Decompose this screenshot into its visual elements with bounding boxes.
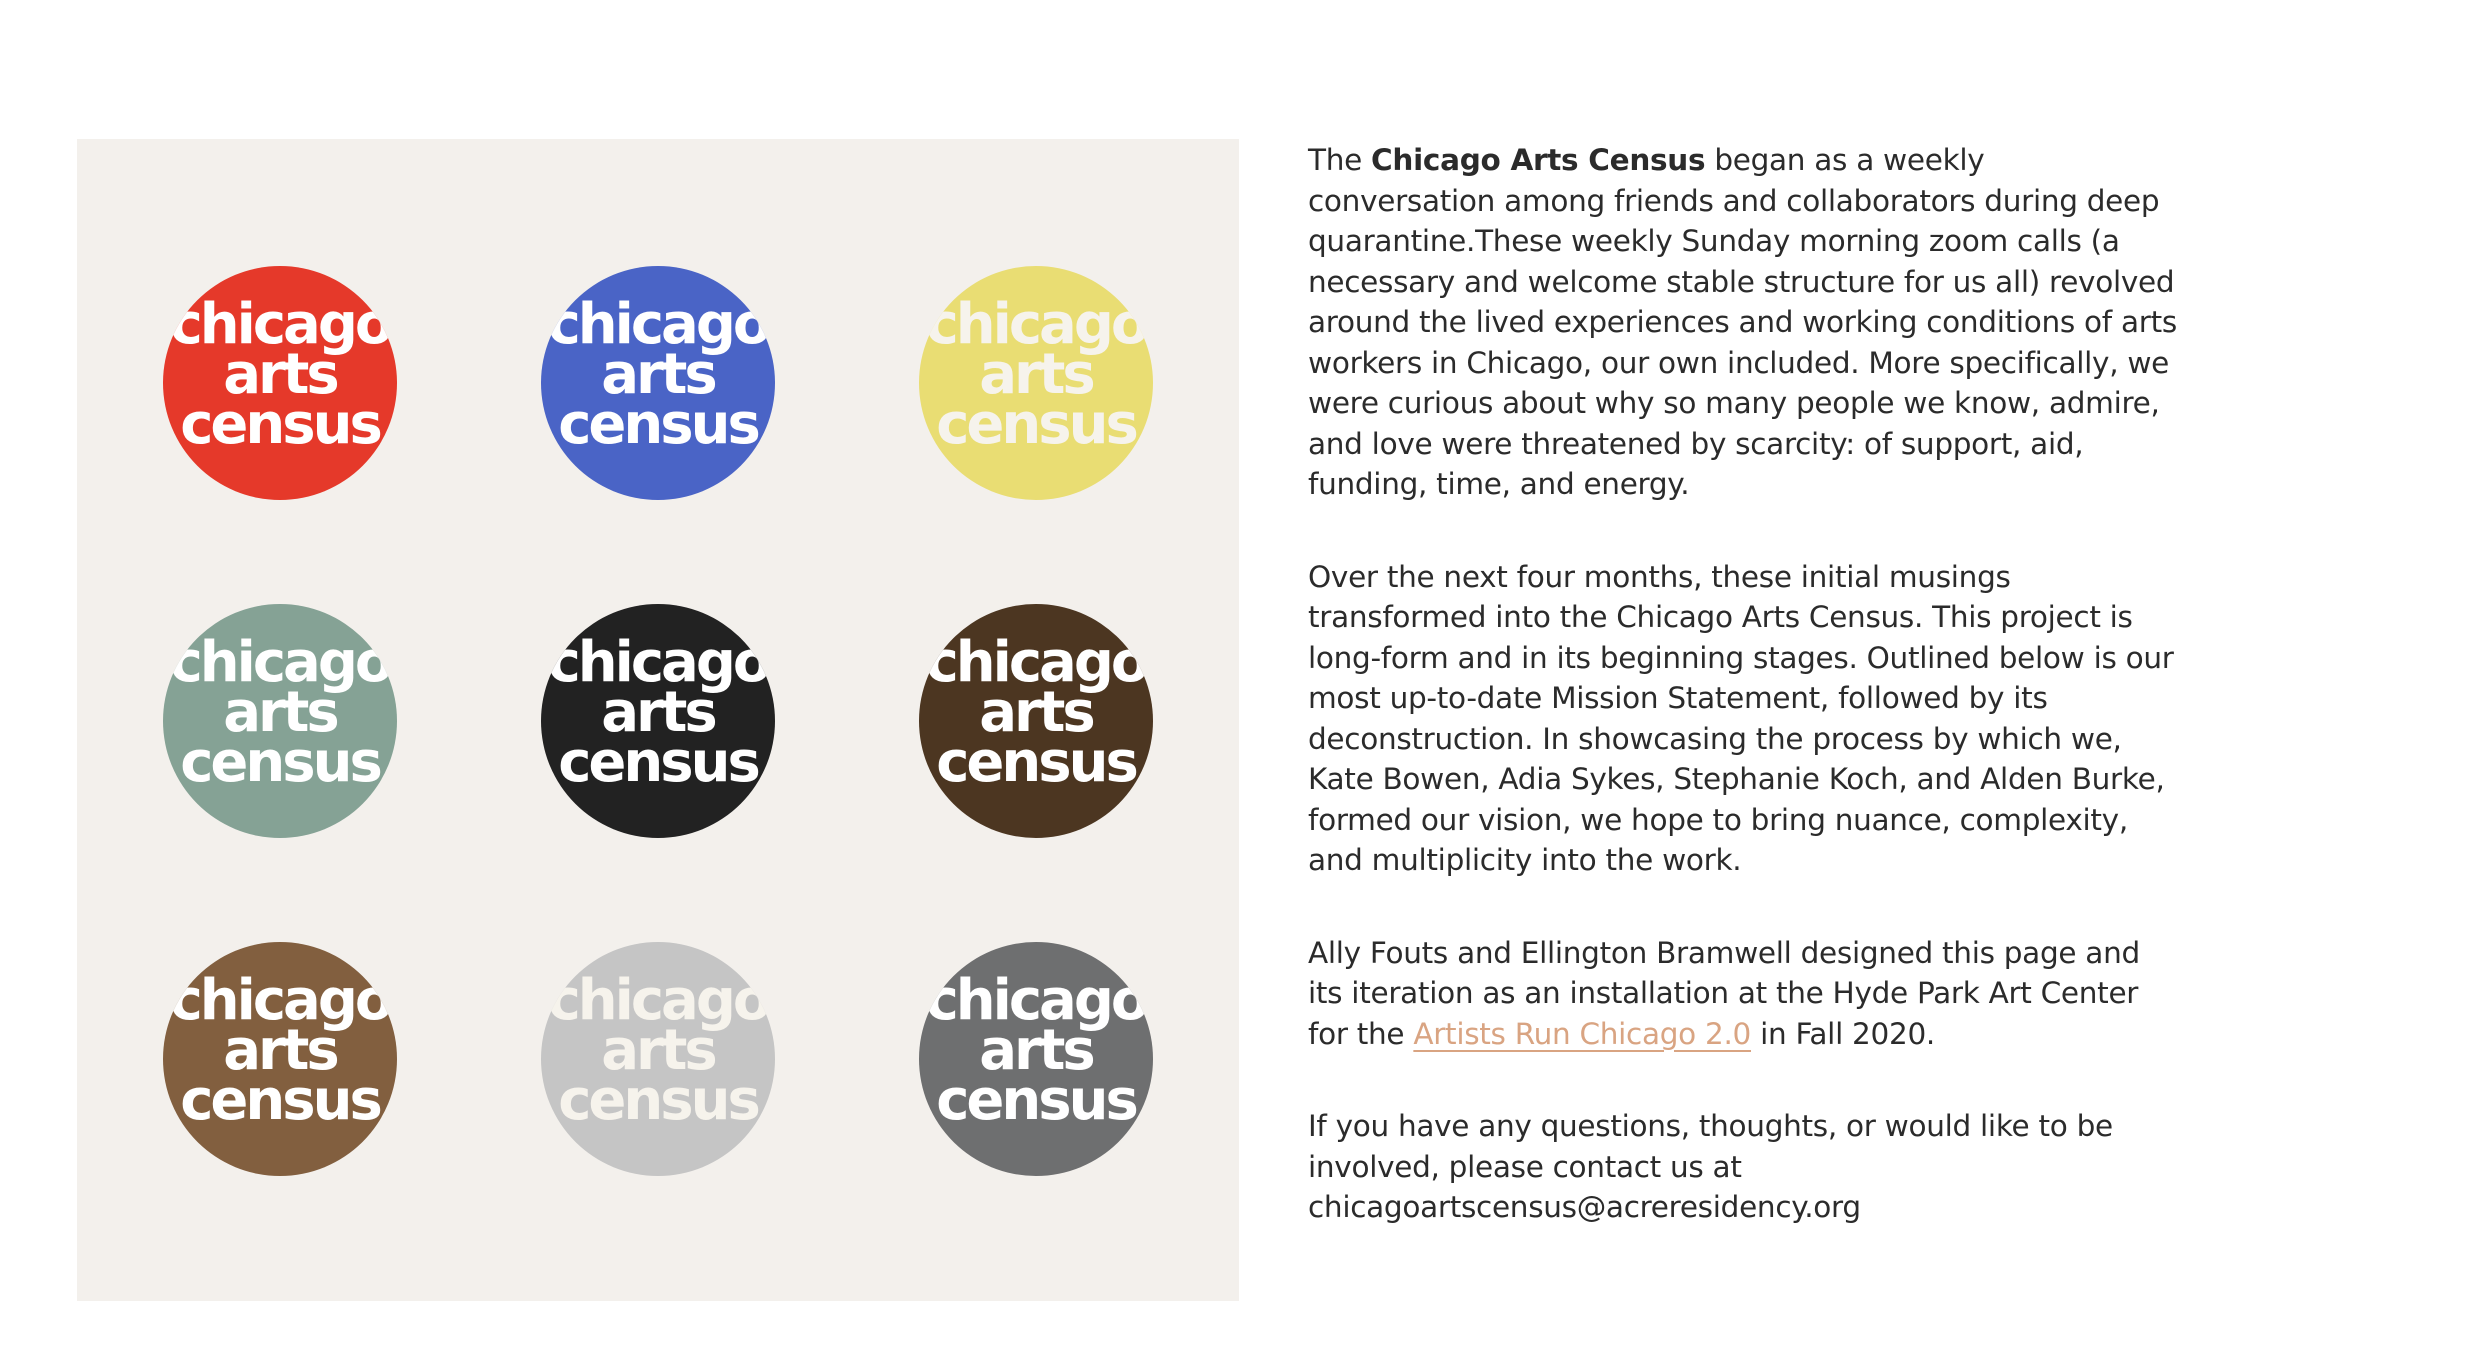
- logo-wordmark: [541, 968, 775, 1133]
- logo-word-chicago: chicago: [925, 968, 1147, 1033]
- logo-word-chicago: chicago: [925, 292, 1147, 357]
- logo-red: [163, 266, 397, 500]
- logo-word-census: census: [180, 730, 380, 795]
- logo-blue: [541, 266, 775, 500]
- logo-black: [541, 604, 775, 838]
- logo-word-census: census: [936, 1068, 1136, 1133]
- logo-word-chicago: chicago: [925, 630, 1147, 695]
- contact-text: If you have any questions, thoughts, or would like to be involved, please contact us at: [1308, 1109, 2113, 1184]
- logo-word-census: census: [180, 392, 380, 457]
- logo-word-arts: arts: [979, 342, 1093, 407]
- logo-word-arts: arts: [979, 1018, 1093, 1083]
- logo-wordmark: [163, 630, 397, 795]
- logo-wordmark: [163, 292, 397, 457]
- logo-wordmark: [919, 292, 1153, 457]
- logo-word-chicago: chicago: [547, 630, 769, 695]
- logo-wordmark: [919, 630, 1153, 795]
- logo-word-census: census: [558, 1068, 758, 1133]
- logo-word-arts: arts: [601, 680, 715, 745]
- intro-prefix: The: [1308, 143, 1372, 177]
- logo-dark-brown: [919, 604, 1153, 838]
- logo-grid-panel: [77, 139, 1239, 1301]
- project-name: Chicago Arts Census: [1371, 143, 1706, 177]
- logo-word-arts: arts: [979, 680, 1093, 745]
- logo-wordmark: [163, 968, 397, 1133]
- logo-word-arts: arts: [601, 342, 715, 407]
- logo-brown: [163, 942, 397, 1176]
- logo-wordmark: [919, 968, 1153, 1133]
- logo-word-chicago: chicago: [169, 630, 391, 695]
- logo-word-census: census: [558, 730, 758, 795]
- contact-paragraph: [1308, 1106, 2178, 1228]
- about-copy: [1308, 140, 2178, 1280]
- logo-word-census: census: [558, 392, 758, 457]
- logo-yellow: [919, 266, 1153, 500]
- artists-run-chicago-link[interactable]: Artists Run Chicago 2.0: [1413, 1016, 1751, 1051]
- logo-word-arts: arts: [223, 680, 337, 745]
- logo-wordmark: [541, 630, 775, 795]
- logo-word-census: census: [180, 1068, 380, 1133]
- intro-paragraph: [1308, 140, 2178, 505]
- history-paragraph: Over the next four months, these initial musings transformed into the Chicago Arts Census. This project is long-form and in its beginning stages. Outlined below is our most up-to-date Mission Statement, followed by its deconstruction. In showcasing the process by which we, Kate Bowen, Adia Sykes, Stephanie Koch, and Alden Burke, formed our vision, we hope to bring nuance, complexity, and multiplicity into the work.: [1308, 559, 2174, 877]
- logo-word-census: census: [936, 392, 1136, 457]
- credits-paragraph: [1308, 933, 2178, 1055]
- logo-word-arts: arts: [223, 342, 337, 407]
- logo-word-arts: arts: [601, 1018, 715, 1083]
- intro-text: began as a weekly conversation among friends and collaborators during deep quarantine.These weekly Sunday morning zoom calls (a necessary and welcome stable structure for us all) revolved around the lived experiences and working conditions of arts workers in Chicago, our own included. More specifically, we were curious about why so many people we know, admire, and love were threatened by scarcity: of support, aid, funding, time, and energy.: [1308, 143, 2177, 501]
- logo-word-census: census: [936, 730, 1136, 795]
- logo-word-arts: arts: [223, 1018, 337, 1083]
- credits-text: Ally Fouts and Ellington Bramwell designed this page and its iteration as an installation at the Hyde Park Art Center for the: [1308, 935, 2140, 1051]
- logo-word-chicago: chicago: [547, 968, 769, 1033]
- logo-wordmark: [541, 292, 775, 457]
- logo-word-chicago: chicago: [169, 968, 391, 1033]
- logo-light-gray: [541, 942, 775, 1176]
- logo-word-chicago: chicago: [169, 292, 391, 357]
- logo-word-chicago: chicago: [547, 292, 769, 357]
- logo-sage: [163, 604, 397, 838]
- contact-email[interactable]: chicagoartscensus@acreresidency.org: [1308, 1190, 1861, 1224]
- logo-gray: [919, 942, 1153, 1176]
- credits-text-end: in Fall 2020.: [1751, 1016, 1936, 1051]
